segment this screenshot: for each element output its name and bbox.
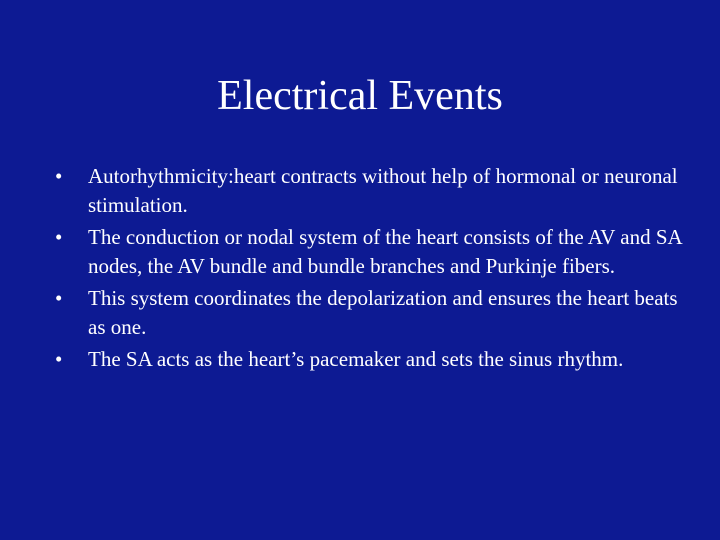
bullet-text: The SA acts as the heart’s pacemaker and sets the sinus rhythm. [88, 347, 624, 371]
bullet-icon: • [55, 286, 63, 310]
bullet-list [55, 162, 695, 377]
bullet-icon: • [55, 164, 63, 188]
bullet-item [55, 162, 695, 220]
bullet-text: The conduction or nodal system of the heart consists of the AV and SA nodes, the AV bundle and bundle branches and Purkinje fibers. [88, 225, 682, 278]
bullet-icon: • [55, 347, 63, 371]
slide-title: Electrical Events [217, 73, 503, 119]
bullet-text: Autorhythmicity:heart contracts without help of hormonal or neuronal stimulation. [88, 164, 678, 217]
bullet-item [55, 345, 695, 374]
bullet-item [55, 223, 695, 281]
bullet-item [55, 284, 695, 342]
bullet-icon: • [55, 225, 63, 249]
bullet-text: This system coordinates the depolarization and ensures the heart beats as one. [88, 286, 678, 339]
